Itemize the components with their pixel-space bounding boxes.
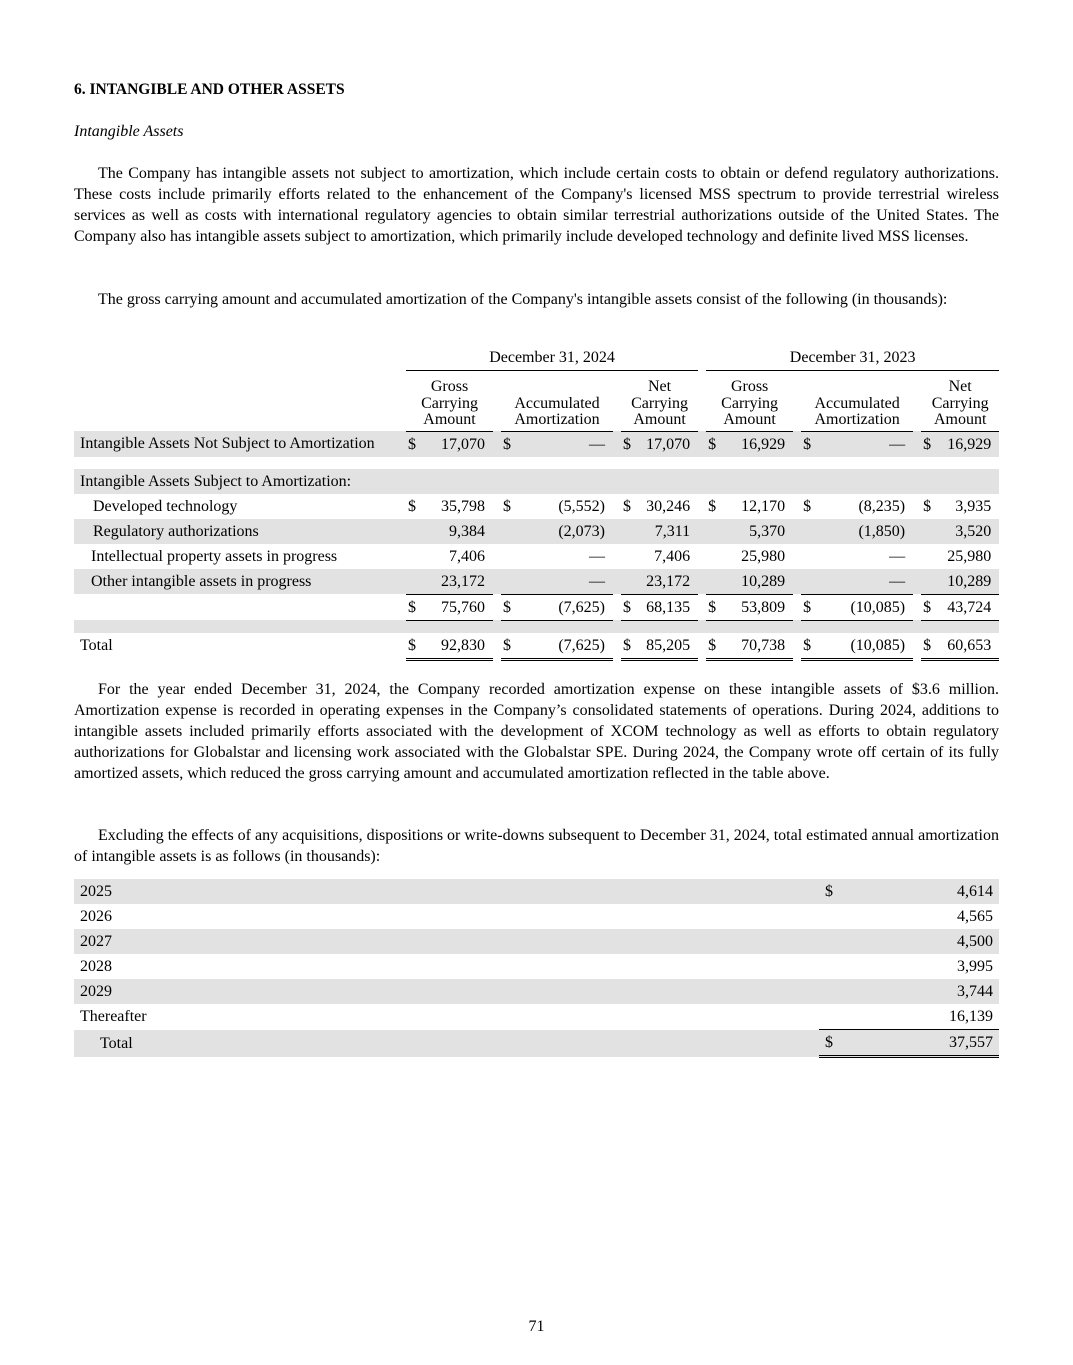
currency-symbol: $ [921,431,941,457]
cell-value: 53,809 [726,594,793,620]
cell-value: 3,520 [941,519,999,544]
currency-symbol: $ [819,1030,849,1057]
cell-value: 25,980 [741,547,786,565]
cell-value: (2,073) [521,519,613,544]
cell-value: (7,625) [521,633,613,660]
table-row-not-subject [74,431,999,457]
cell-value: 5,370 [726,519,793,544]
currency-symbol: $ [621,633,641,660]
row-label: Thereafter [80,1008,147,1026]
cell-value: 12,170 [741,497,786,515]
currency-symbol: $ [706,431,726,457]
row-label: Regulatory authorizations [74,519,400,544]
cell-value: 25,980 [947,547,992,565]
col-header-gross-2024: Gross Carrying Amount [406,370,493,431]
cell-value: 9,384 [426,519,493,544]
table-row-total [74,633,999,660]
currency-symbol: $ [801,633,821,660]
cell-value: 35,798 [441,497,485,515]
cell-value: 4,565 [957,908,993,925]
cell-value: (10,085) [821,633,913,660]
table-row [74,954,999,979]
cell-value: 3,935 [955,497,992,515]
currency-symbol: $ [803,497,812,515]
cell-value: 3,744 [849,979,999,1004]
row-label: Intangible Assets Subject to Amortization: [74,469,999,494]
table-row [74,519,999,544]
group-header-row [74,345,999,370]
currency-symbol: $ [408,497,416,515]
currency-symbol: $ [621,431,641,457]
col-header-accum-2024: Accumulated Amortization [501,370,613,431]
cell-value: — [521,431,613,457]
cell-value: (8,235) [858,497,906,515]
cell-value: 75,760 [426,594,493,620]
currency-symbol: $ [801,431,821,457]
cell-value: — [821,569,913,595]
currency-symbol: $ [406,633,426,660]
currency-symbol: $ [503,497,511,515]
cell-value: 60,653 [941,633,999,660]
table-row [74,929,999,954]
currency-symbol: $ [801,594,821,620]
amortization-schedule-table [74,879,999,1058]
table-row [74,904,999,929]
cell-value: (10,085) [821,594,913,620]
row-label: 2025 [74,879,819,904]
currency-symbol: $ [501,431,521,457]
currency-symbol: $ [819,879,849,904]
paragraph-intro: The Company has intangible assets not subject to amortization, which include certain costs to obtain or defend regulatory authorizations. These costs include primarily efforts related to the enhancement of the Company's licensed MSS spectrum to provide terrestrial wireless services as well as costs with international regulatory agencies to obtain similar terrestrial authorizations outside of the United States. The Company also has intangible assets subject to amortization, which primarily include developed technology and definite lived MSS licenses. [74,165,999,245]
cell-value: 17,070 [426,431,493,457]
currency-symbol: $ [621,594,641,620]
row-label: Total [80,637,113,655]
cell-value: 3,995 [957,958,993,975]
group-header-2023: December 31, 2023 [706,345,999,370]
paragraph-table-intro: The gross carrying amount and accumulated amortization of the Company's intangible assets consist of the following (in thousands): [98,291,948,308]
cell-value: (7,625) [521,594,613,620]
row-label: Total [74,1030,819,1057]
cell-value: 23,172 [426,569,493,595]
row-label: 2026 [80,908,112,925]
row-label: 2029 [74,979,819,1004]
currency-symbol: $ [501,594,521,620]
col-header-net-2023: Net Carrying Amount [921,370,999,431]
section-heading: 6. INTANGIBLE AND OTHER ASSETS [74,81,345,98]
paragraph-amortization: For the year ended December 31, 2024, the Company recorded amortization expense on these intangible assets of $3.6 million. Amortization expense is recorded in operating expenses in the Company’s consolidated statements of operations. During 2024, additions to intangible assets included primarily efforts associated with the development of XCOM technology as well as efforts to obtain regulatory authorizations for Globalstar and licensing work associated with the Globalstar SPE. During 2024, the Company wrote off certain of its fully amortized assets, which reduced the gross carrying amount and accumulated amortization reflected in the table above. [74,681,999,782]
currency-symbol: $ [706,633,726,660]
cell-value: 4,500 [849,929,999,954]
cell-value: (5,552) [558,497,605,515]
currency-symbol: $ [706,594,726,620]
cell-value: 92,830 [426,633,493,660]
table-row-subject-heading [74,469,999,494]
cell-value: — [589,547,605,565]
currency-symbol: $ [501,633,521,660]
currency-symbol: $ [623,497,631,515]
page-number: 71 [528,1318,545,1335]
table-row [74,979,999,1004]
table-row [74,1004,999,1030]
table-row [74,569,999,595]
currency-symbol: $ [923,497,932,515]
column-header-row [74,370,999,431]
subsection-heading: Intangible Assets [74,123,184,140]
col-header-net-2024: Net Carrying Amount [621,370,698,431]
currency-symbol: $ [406,594,426,620]
spacer-row [74,457,999,469]
paragraph-schedule-intro: Excluding the effects of any acquisitions, dispositions or write-downs subsequent to December 31, 2024, total estimated annual amortization of intangible assets is as follows (in thousands): [74,827,999,865]
row-label: Other intangible assets in progress [74,569,400,595]
intangible-assets-table [74,345,999,661]
cell-value: 30,246 [646,497,691,515]
row-label: 2028 [80,958,112,975]
cell-value: 16,929 [941,431,999,457]
cell-value: 4,614 [849,879,999,904]
table-row [74,494,999,519]
cell-value: 16,139 [849,1004,999,1030]
cell-value: 7,406 [654,547,691,565]
currency-symbol: $ [921,594,941,620]
col-header-accum-2023: Accumulated Amortization [801,370,913,431]
cell-value: 7,406 [449,547,485,565]
cell-value: (1,850) [821,519,913,544]
cell-value: 10,289 [726,569,793,595]
row-label: Developed technology [93,497,238,515]
cell-value: — [889,547,906,565]
table-row [74,544,999,569]
spacer-row [74,620,999,633]
cell-value: — [821,431,913,457]
cell-value: — [521,569,613,595]
currency-symbol: $ [708,497,717,515]
currency-symbol: $ [921,633,941,660]
row-label: Intangible Assets Not Subject to Amortization [74,431,400,457]
cell-value: 10,289 [941,569,999,595]
cell-value: 7,311 [641,519,698,544]
row-label: 2027 [74,929,819,954]
cell-value: 85,205 [641,633,698,660]
group-header-2024: December 31, 2024 [406,345,698,370]
table-row-total [74,1030,999,1057]
table-row [74,879,999,904]
cell-value: 37,557 [849,1030,999,1057]
col-header-gross-2023: Gross Carrying Amount [706,370,793,431]
cell-value: 70,738 [726,633,793,660]
cell-value: 16,929 [726,431,793,457]
cell-value: 43,724 [941,594,999,620]
row-label: Intellectual property assets in progress [91,547,338,565]
cell-value: 17,070 [641,431,698,457]
cell-value: 23,172 [641,569,698,595]
currency-symbol: $ [406,431,426,457]
cell-value: 68,135 [641,594,698,620]
table-row-subtotal [74,594,999,620]
